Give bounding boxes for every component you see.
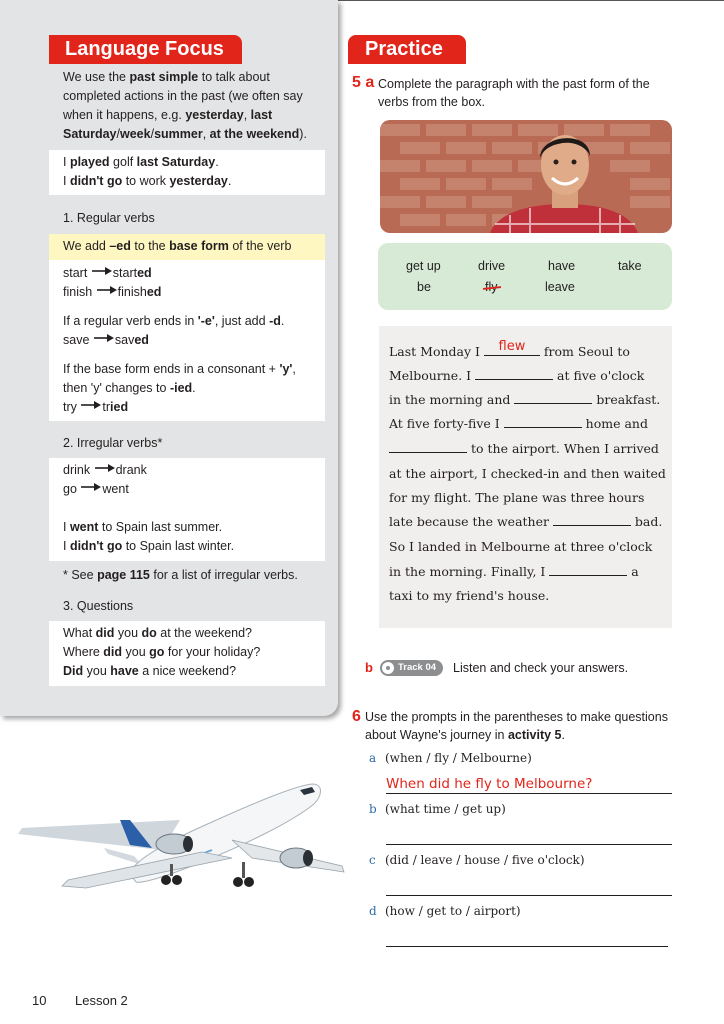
verb-pair-go: go went <box>63 482 129 496</box>
paragraph-line: for my flight. The plane was three hours <box>389 490 645 505</box>
exercise-5b-instruction: Listen and check your answers. <box>453 661 629 675</box>
paragraph-line: in the morning and breakfast. <box>389 392 661 407</box>
airplane-engine-intake <box>303 850 313 866</box>
example-box <box>49 150 325 195</box>
question-a-answer: When did he fly to Melbourne? <box>386 776 593 792</box>
word-have: have <box>548 259 576 273</box>
instruction-line: about Wayne's journey in activity 5. <box>365 728 565 742</box>
verb-pair-start: start started <box>63 266 152 280</box>
answer-blank-6[interactable] <box>553 514 631 526</box>
verb-pair-try: try tried <box>63 400 129 414</box>
word-box <box>378 243 672 310</box>
questions-box <box>49 621 325 686</box>
answer-blank-1[interactable]: flew <box>484 344 540 356</box>
lesson-label: Lesson 2 <box>75 993 128 1008</box>
audio-play-icon <box>382 662 394 674</box>
answer-line-b[interactable] <box>386 844 672 845</box>
answer-blank-3[interactable] <box>514 392 592 404</box>
regular-examples-box <box>49 260 325 421</box>
paragraph-line: in the morning. Finally, I a <box>389 564 639 579</box>
word-drive: drive <box>478 259 506 273</box>
intro-line: Saturday/week/summer, at the weekend). <box>63 127 307 141</box>
airplane-tail-wing <box>104 848 142 865</box>
paragraph-line: So I landed in Melbourne at three o'clock <box>389 539 653 554</box>
question-c-label: c <box>369 853 376 867</box>
audio-track-button[interactable] <box>380 660 443 676</box>
intro-line: We use the past simple to talk about <box>63 70 270 84</box>
word-be: be <box>417 280 431 294</box>
gap-fill-paragraph <box>379 326 672 628</box>
track-label: Track 04 <box>398 662 437 673</box>
answer-line-c[interactable] <box>386 895 672 896</box>
example-line: I played golf last Saturday. <box>63 155 219 169</box>
y-rule: If the base form ends in a consonant + 'y', <box>63 362 296 376</box>
e-rule: If a regular verb ends in '-e', just add -d. <box>63 314 285 328</box>
exercise-5a-instruction <box>378 75 650 111</box>
man-photo <box>380 120 672 233</box>
paragraph-line: Last Monday I flew from Seoul to <box>389 339 630 359</box>
irregular-note: * See page 115 for a list of irregular verbs. <box>63 568 298 582</box>
question-c-prompt: (did / leave / house / five o'clock) <box>385 853 585 867</box>
airplane-illustration <box>12 770 347 900</box>
answer-blank-5[interactable] <box>389 441 467 453</box>
answer-blank-2[interactable] <box>475 368 553 380</box>
exercise-6-instruction <box>365 708 668 744</box>
practice-title: Practice <box>348 35 466 64</box>
answer-line-d[interactable] <box>386 946 668 947</box>
intro-line: completed actions in the past (we often say <box>63 89 303 103</box>
airplane-wheel <box>244 877 254 887</box>
airplane-wheel <box>233 877 243 887</box>
word-fly-crossed <box>485 280 498 294</box>
y-rule: then 'y' changes to -ied. <box>63 381 196 395</box>
arrow-right-icon <box>93 333 115 343</box>
word-leave: leave <box>545 280 575 294</box>
word-get-up: get up <box>406 259 441 273</box>
instruction-line: Complete the paragraph with the past form of the <box>378 77 650 91</box>
example-line: I didn't go to work yesterday. <box>63 174 232 188</box>
question-d-label: d <box>369 904 377 918</box>
language-focus-title: Language Focus <box>49 35 242 64</box>
arrow-right-icon <box>80 482 102 492</box>
instruction-line: verbs from the box. <box>378 95 485 109</box>
answer-blank-7[interactable] <box>549 564 627 576</box>
irregular-sentence: I went to Spain last summer. <box>63 520 223 534</box>
airplane-gear <box>242 862 245 878</box>
intro-line: when it happens, e.g. yesterday, last <box>63 108 273 122</box>
airplane-wheel <box>172 875 182 885</box>
airplane-gear <box>170 864 173 876</box>
exercise-5b-label: b <box>365 660 373 675</box>
arrow-right-icon <box>91 266 113 276</box>
exercise-5-number: 5 a <box>352 74 375 91</box>
paragraph-line: to the airport. When I arrived <box>389 441 659 456</box>
irregular-sentence: I didn't go to Spain last winter. <box>63 539 235 553</box>
question-d-prompt: (how / get to / airport) <box>385 904 521 918</box>
arrow-right-icon <box>94 463 116 473</box>
regular-verbs-heading: 1. Regular verbs <box>63 211 155 225</box>
airplane-wheel <box>161 875 171 885</box>
arrow-right-icon <box>96 285 118 295</box>
question-example: What did you do at the weekend? <box>63 626 253 640</box>
paragraph-line: At five forty-five I home and <box>389 416 648 431</box>
answer-line-a[interactable] <box>386 793 672 794</box>
exercise-6-number: 6 <box>352 708 361 725</box>
word-take: take <box>618 259 642 273</box>
regular-rule-box <box>49 234 325 260</box>
paragraph-line: taxi to my friend's house. <box>389 588 550 603</box>
paragraph-line: at the airport, I checked-in and then waited <box>389 466 666 481</box>
paragraph-line: late because the weather bad. <box>389 514 663 529</box>
irregular-examples-box <box>49 458 325 561</box>
verb-pair-drink: drink drank <box>63 463 147 477</box>
question-a-prompt: (when / fly / Melbourne) <box>385 751 532 765</box>
answer-blank-4[interactable] <box>504 416 582 428</box>
regular-rule: We add –ed to the base form of the verb <box>63 239 292 253</box>
irregular-verbs-heading: 2. Irregular verbs* <box>63 436 163 450</box>
question-example: Did you have a nice weekend? <box>63 664 237 678</box>
question-example: Where did you go for your holiday? <box>63 645 261 659</box>
verb-pair-save: save saved <box>63 333 149 347</box>
page-number: 10 <box>32 993 47 1008</box>
airplane-engine-intake <box>183 836 193 852</box>
questions-heading: 3. Questions <box>63 599 134 613</box>
verb-pair-finish: finish finished <box>63 285 162 299</box>
question-a-label: a <box>369 751 377 765</box>
question-b-label: b <box>369 802 377 816</box>
question-b-prompt: (what time / get up) <box>385 802 506 816</box>
arrow-right-icon <box>80 400 102 410</box>
instruction-line: Use the prompts in the parentheses to make questions <box>365 710 668 724</box>
paragraph-line: Melbourne. I at five o'clock <box>389 368 645 383</box>
